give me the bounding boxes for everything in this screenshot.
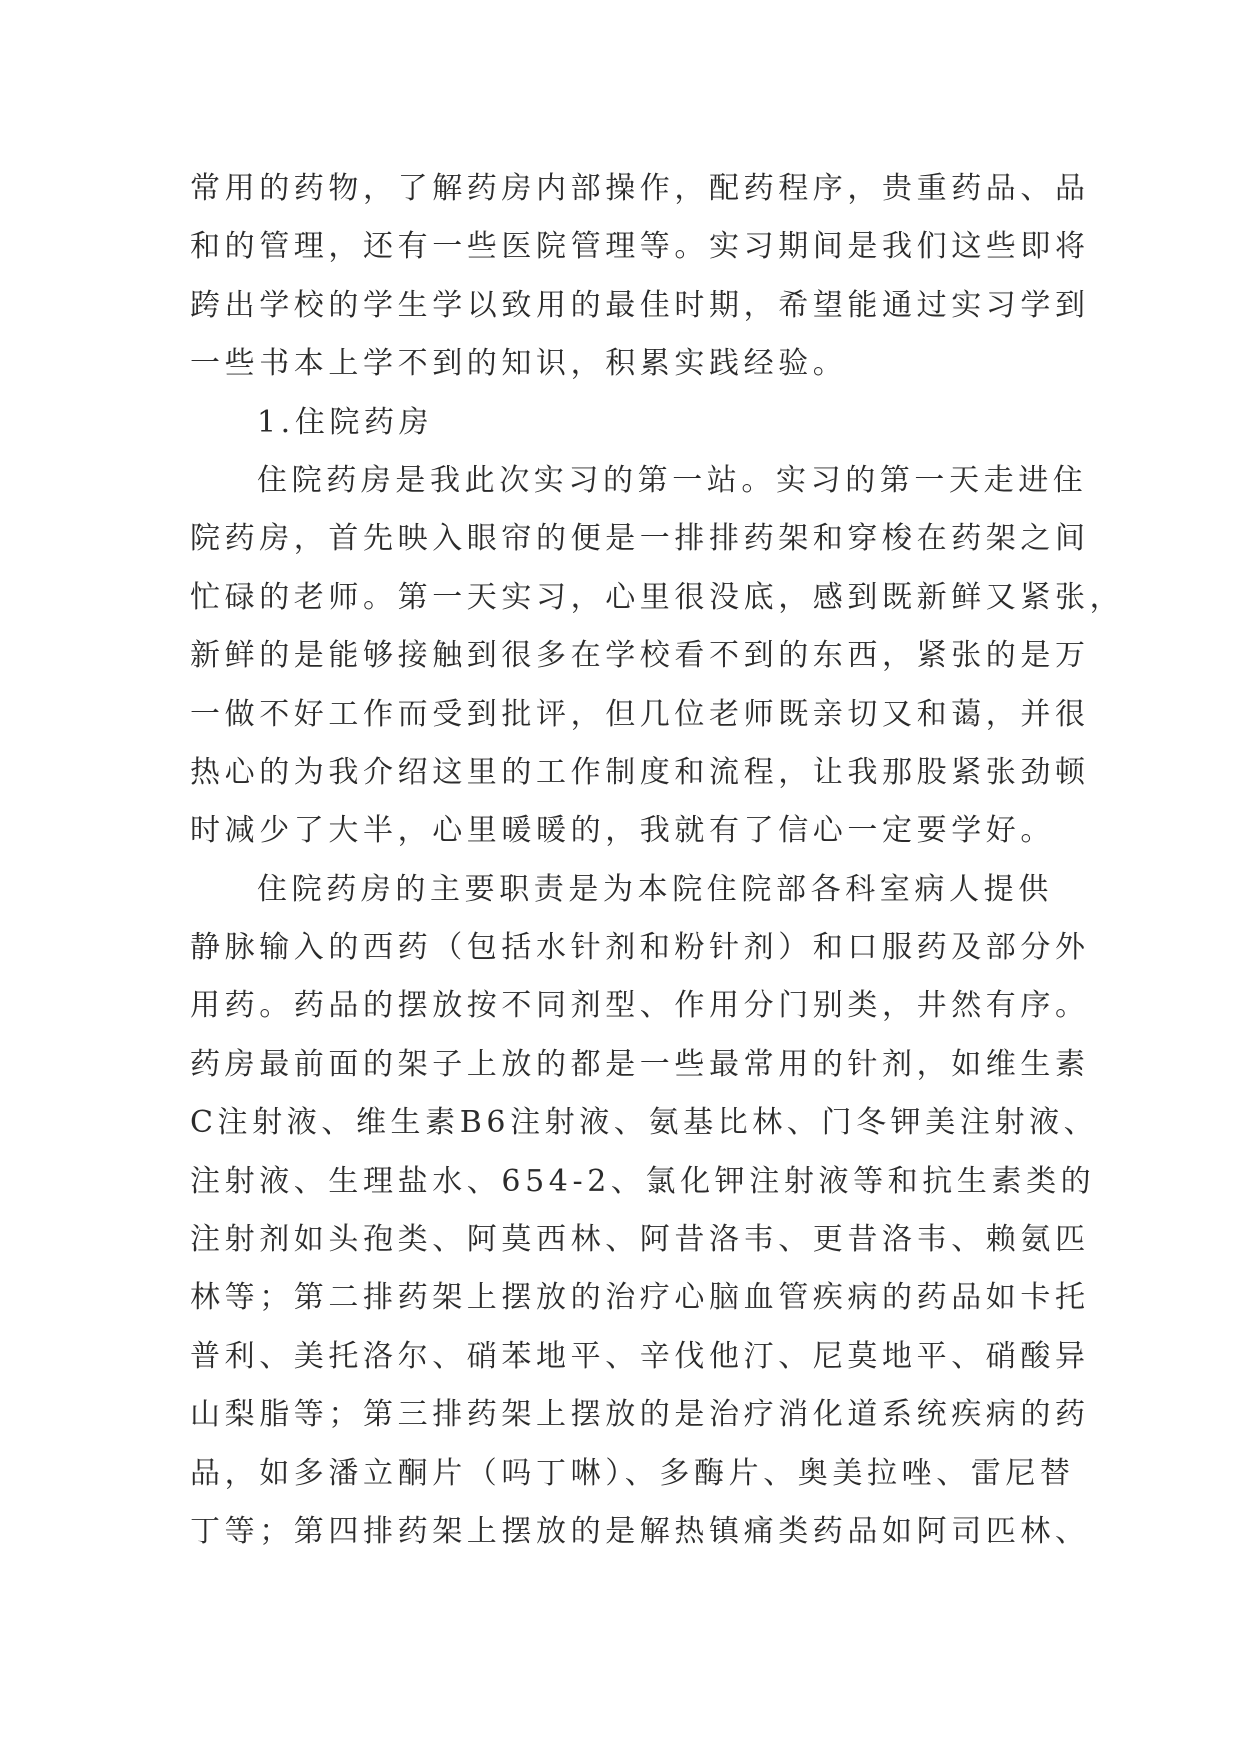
text-line: 跨出学校的学生学以致用的最佳时期，希望能通过实习学到 — [190, 287, 1090, 323]
paragraph-first-line: 住院药房是我此次实习的第一站。实习的第一天走进住 — [257, 462, 1088, 498]
text-line: 注射液、生理盐水、654-2、氯化钾注射液等和抗生素类的 — [190, 1163, 1096, 1199]
text-line: C注射液、维生素B6注射液、氨基比林、门冬钾美注射液、 — [190, 1105, 1099, 1141]
section-heading: 1.住院药房 — [257, 404, 434, 440]
text-line: 院药房，首先映入眼帘的便是一排排药架和穿梭在药架之间 — [190, 521, 1090, 557]
text-line: 品，如多潘立酮片（吗丁啉）、多酶片、奥美拉唑、雷尼替 — [190, 1455, 1075, 1491]
text-line: 和的管理，还有一些医院管理等。实习期间是我们这些即将 — [190, 229, 1090, 265]
text-line: 静脉输入的西药（包括水针剂和粉针剂）和口服药及部分外 — [190, 930, 1090, 966]
text-line: 热心的为我介绍这里的工作制度和流程，让我那股紧张劲顿 — [190, 754, 1090, 790]
text-line: 时减少了大半，心里暖暖的，我就有了信心一定要学好。 — [190, 813, 1055, 849]
text-line: 用药。药品的摆放按不同剂型、作用分门别类，井然有序。 — [190, 988, 1090, 1024]
text-line: 林等；第二排药架上摆放的治疗心脑血管疾病的药品如卡托 — [190, 1280, 1090, 1316]
text-line: 山梨脂等；第三排药架上摆放的是治疗消化道系统疾病的药 — [190, 1397, 1090, 1433]
text-line: 普利、美托洛尔、硝苯地平、辛伐他汀、尼莫地平、硝酸异 — [190, 1338, 1090, 1374]
text-line: 药房最前面的架子上放的都是一些最常用的针剂，如维生素 — [190, 1046, 1090, 1082]
text-line: 一做不好工作而受到批评，但几位老师既亲切又和蔼，并很 — [190, 696, 1090, 732]
text-line: 常用的药物，了解药房内部操作，配药程序，贵重药品、品 — [190, 171, 1090, 206]
paragraph-first-line: 住院药房的主要职责是为本院住院部各科室病人提供 — [257, 871, 1053, 907]
text-line: 新鲜的是能够接触到很多在学校看不到的东西，紧张的是万 — [190, 638, 1090, 674]
text-line: 注射剂如头孢类、阿莫西林、阿昔洛韦、更昔洛韦、赖氨匹 — [190, 1222, 1090, 1258]
text-line: 忙碌的老师。第一天实习，心里很没底，感到既新鲜又紧张， — [190, 579, 1125, 615]
document-body — [190, 160, 1125, 1561]
text-line: 丁等；第四排药架上摆放的是解热镇痛类药品如阿司匹林、 — [190, 1513, 1090, 1549]
text-line: 一些书本上学不到的知识，积累实践经验。 — [190, 346, 848, 382]
